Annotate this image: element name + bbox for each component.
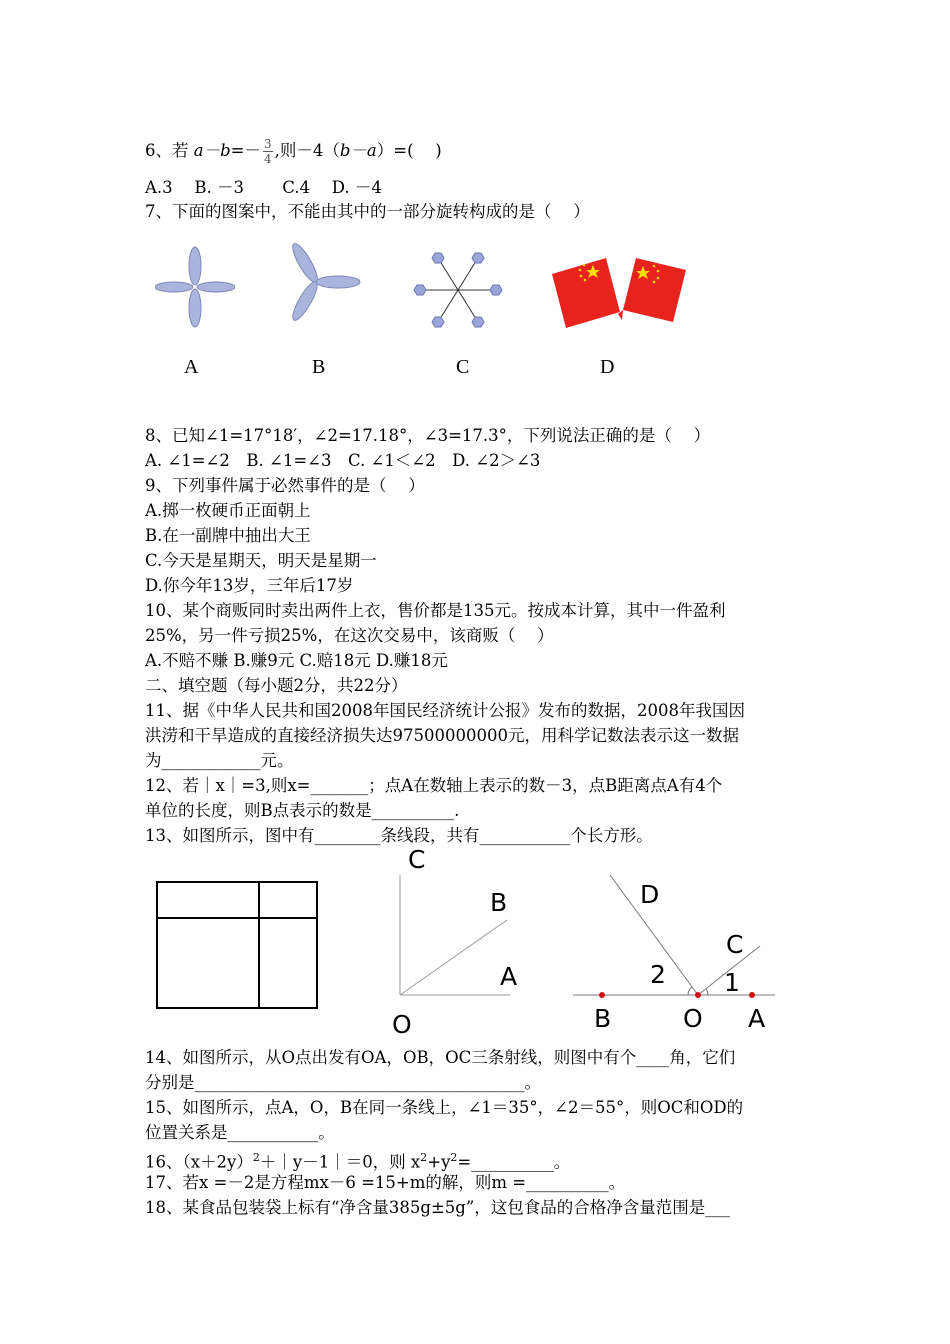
q9-option-b: B.在一副牌中抽出大王 [145,526,311,545]
q16-sup-2: 2 [252,1151,260,1164]
fig-angles-on-line [570,870,780,1005]
q6-mid: ,则－4（ [274,141,340,160]
q6-fraction [263,137,273,166]
q8-question: 8、已知∠1=17°18′，∠2=17.18°，∠3=17.3°，下列说法正确的是（ ） [145,426,711,445]
q16-prefix: 16、（x＋2y） [145,1152,253,1172]
q11-line1: 11、据《中华人民共和国2008年国民经济统计公报》发布的数据，2008年我国因 [145,701,745,720]
q11-line3: 为____________元。 [145,751,294,770]
q9-option-c: C.今天是星期天，明天是星期一 [145,551,377,570]
fig2-label-a: A [500,962,518,991]
fig3-point-a [749,992,755,998]
q6-frac-den: 4 [263,152,272,166]
q16-plus: +y [427,1152,451,1172]
q12-line2: 单位的长度，则B点表示的数是__________. [145,801,460,820]
fig-b-three-petals [285,240,375,330]
q6-options: A.3 B. －3 C.4 D. －4 [145,178,382,197]
q6-a-minus-b: a－b [193,141,231,160]
q8-options: A. ∠1=∠2 B. ∠1=∠3 C. ∠1＜∠2 D. ∠2＞∠3 [145,451,541,470]
q16-sup-x: 2 [420,1151,428,1164]
q13-question: 13、如图所示，图中有________条线段，共有___________个长方形。 [145,826,653,845]
q15-line1: 15、如图所示，点A，O，B在同一条线上，∠1＝35°，∠2＝55°，则OC和OD的 [145,1098,744,1117]
q7-question: 7、下面的图案中，不能由其中的一部分旋转构成的是（ ） [145,202,590,221]
fig2-label-b: B [490,888,508,917]
fig-label-d: D [600,356,615,378]
q16-line [145,1148,570,1173]
fig3-label-b: B [594,1004,612,1033]
q14-line1: 14、如图所示，从O点出发有OA，OB，OC三条射线，则图中有个____角，它们 [145,1048,736,1067]
fig-label-b: B [312,356,326,378]
fig3-point-o [695,992,701,998]
fig-rectangles [155,880,320,1012]
fig2-label-o: O [392,1010,412,1039]
fig-a-four-petals [155,245,235,330]
fig-d-two-flags [548,252,693,332]
q16-mid: ＋｜y－1｜＝0，则 x [259,1152,421,1172]
fig3-point-b [599,992,605,998]
q10-options: A.不赔不赚 B.赚9元 C.赔18元 D.赚18元 [145,651,448,670]
q6-prefix: 6、若 [145,141,189,160]
q10-line1: 10、某个商贩同时卖出两件上衣，售价都是135元。按成本计算，其中一件盈利 [145,601,726,620]
q12-line1: 12、若｜x｜=3,则x=_______；点A在数轴上表示的数－3，点B距离点A有4个 [145,776,723,795]
q9-option-a: A.掷一枚硬币正面朝上 [145,501,311,520]
fig3-label-c: C [726,930,744,959]
q10-line2: 25%，另一件亏损25%，在这次交易中，该商贩（ ） [145,626,554,645]
q6-end: ）=( ) [376,141,442,160]
q16-end: =__________。 [457,1152,571,1172]
fig3-label-a: A [748,1004,766,1033]
q15-line2: 位置关系是___________。 [145,1123,335,1142]
q9-option-d: D.你今年13岁，三年后17岁 [145,576,354,595]
fig3-label-d: D [640,880,660,909]
section2-heading: 二、填空题（每小题2分，共22分） [145,676,408,695]
q9-question: 9、下列事件属于必然事件的是（ ） [145,476,425,495]
q11-line2: 洪涝和干旱造成的直接经济损失达97500000000元，用科学记数法表示这一数据 [145,726,739,745]
q16-sup-y: 2 [450,1151,458,1164]
q18-question: 18、某食品包装袋上标有“净含量385g±5g”，这包食品的合格净含量范围是___ [145,1198,731,1217]
fig-c-hexagons [410,248,505,333]
fig-label-c: C [456,356,470,378]
q6-line [145,137,442,166]
q6-b-minus-a: b－a [339,141,377,160]
q6-eq: =－ [230,141,261,160]
fig3-label-2: 2 [650,960,666,989]
q6-frac-num: 3 [263,137,272,151]
fig2-label-c: C [408,845,426,874]
fig3-label-o: O [683,1004,703,1033]
q14-line2: 分别是________________________________________。 [145,1073,541,1092]
fig-label-a: A [184,356,199,378]
fig3-label-1: 1 [724,968,740,997]
q17-question: 17、若x =－2是方程mx－6 =15+m的解，则m =__________。 [145,1173,626,1192]
